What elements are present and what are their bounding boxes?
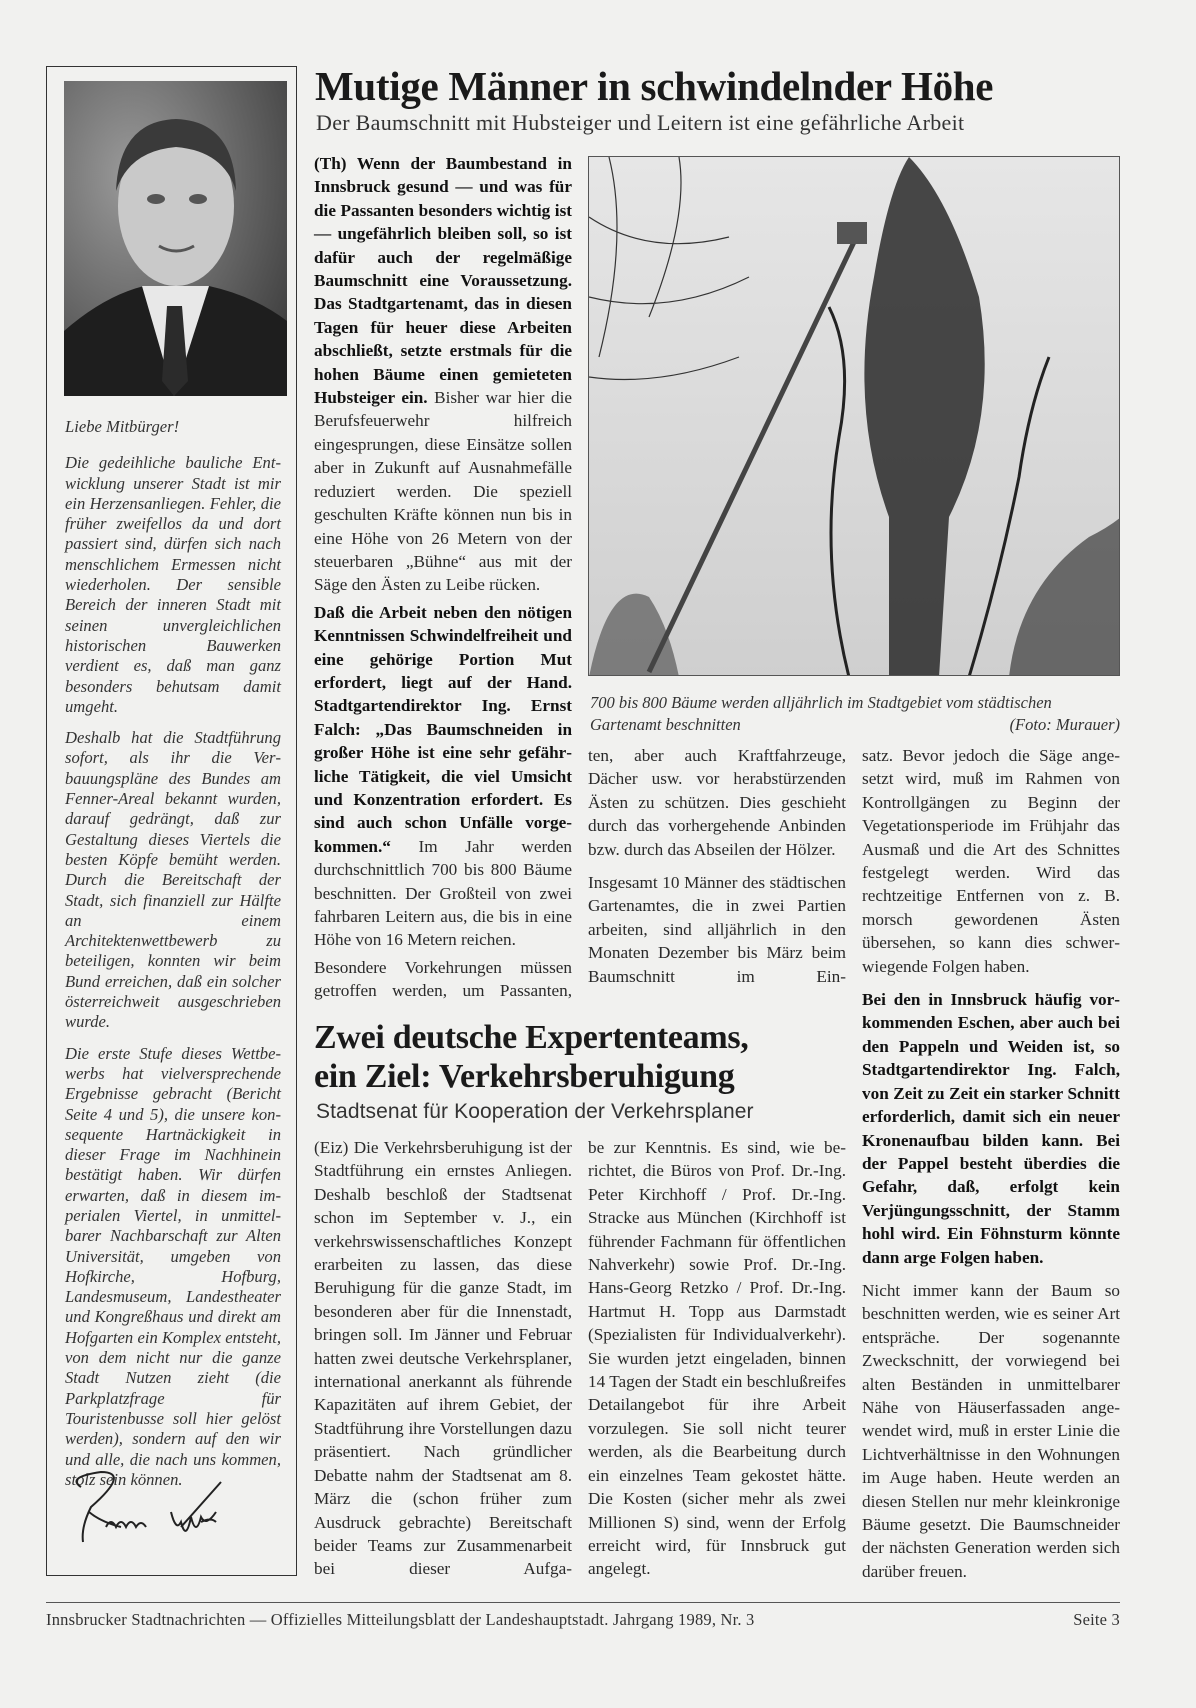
page-footer	[46, 1610, 1120, 1630]
article2-column-1	[314, 1136, 572, 1585]
article2-headline	[314, 1018, 748, 1096]
article-column-3	[862, 744, 1120, 1587]
lead-paragraph	[314, 152, 572, 597]
bold-paragraph: Bei den in Innsbruck häufig vorkommenden Eschen, aber auch bei den Pappeln und Weiden ist, so Stadtgartendirektor Ing. Falch, von Zeit zu Zeit ein starker Schnitt erforderlich, damit sich ein neuer Kronenaufbau bilden kann. Bei der Pappel besteht überdies die Gefahr, daß, erfolgt kein Verjüngungsschnitt, der Stamm hohl wird. Ein Föhnsturm könnte dann arge Folgen haben.	[862, 990, 1120, 1267]
article2-subheadline: Stadtsenat für Kooperation der Verkehrsplaner	[316, 1100, 754, 1123]
article-column-1	[314, 152, 572, 1007]
paragraph: Nicht immer kann der Baum so beschnitten werden, wie es seiner Art entspräche. Der sogenannte Zweckschnitt, der vorwiegend bei alten Beständen in unmittelbarer Nähe von Häuserfassaden angewendet wird, muß in erster Linie die Lichtverhältnisse in den Wohnungen im Auge haben. Heute werden an diesen Stellen nur mehr kleinkronige Bäume gesetzt. Die Baumschneider der nächsten Generation werden sich darüber freuen.	[862, 1280, 1120, 1581]
footer-rule	[46, 1602, 1120, 1603]
article-headline: Mutige Männer in schwindelnder Höhe	[315, 63, 994, 109]
paragraph: (Eiz) Die Verkehrsberuhigung ist der Stadtführung ein ernstes Anliegen. Deshalb beschloß der Stadtsenat schon im September v. J., ein verkehrswissenschaftliches Konzept erarbeiten zu lassen, das diese Beruhigung für die ganze Stadt, im besonderen aber für die Innenstadt, bringen soll. Im Jänner und Februar hatten zwei deutsche Verkehrsplaner, international anerkannt als führende Kapazitäten auf ihrem Gebiet, der Stadtführung ihre Vorstellungen dazu präsentiert. Nach gründlicher Debatte nahm der Stadtsenat am 8. März die (schon früher zum Ausdruck gebrachte) Bereitschaft beider Teams zur Zusammenarbeit bei dieser Aufga-	[314, 1138, 572, 1579]
article-column-2	[588, 744, 846, 992]
lead-bold: (Th) Wenn der Baumbestand in Innsbruck gesund — und was für die Passanten besonders wichtig ist — ungefährlich bleiben soll, so ist dafür auch der regelmäßige Baumschnitt eine Voraussetzung. Das Stadtgartenamt, das in diesen Tagen für heuer diese Arbeiten abschließt, setzte erstmals für die hohen Bäume einen gemieteten Hubsteiger ein.	[314, 154, 572, 408]
editorial-letter	[65, 417, 281, 1501]
salutation: Liebe Mitbürger!	[65, 417, 180, 436]
paragraph: Insgesamt 10 Männer des städtischen Gartenamtes, die in zwei Partien arbeiten, sind alljährlich in den Monaten Dezember bis März beim Baumschnitt im Ein-	[588, 873, 846, 986]
article-subheadline: Der Baumschnitt mit Hubsteiger und Leitern ist eine gefährliche Arbeit	[316, 110, 965, 135]
caption-text: 700 bis 800 Bäume werden alljährlich im Stadtgebiet vom städtischen Gartenamt beschnitten	[590, 693, 1052, 734]
letter-paragraph: Die gedeihliche bauliche Entwicklung unserer Stadt ist mir ein Herzensanliegen. Fehler, die früher zweifellos da und dort passiert sind, dürfen sich nach menschlichem Ermessen nicht wiederholen. Der sensible Bereich der inneren Stadt mit seinen unvergleichlichen historischen Bauwerken verdient es, daß man ganz besonders behutsam damit umgeht.	[65, 453, 281, 716]
photo-caption	[590, 692, 1120, 736]
page-number: Seite 3	[1073, 1610, 1120, 1629]
tree-cutting-photo	[588, 156, 1120, 676]
paragraph-passanten: Besondere Vorkehrungen müssen getroffen werden, um Passanten,	[314, 957, 572, 1001]
quote-paragraph	[314, 601, 572, 952]
headline-line: Zwei deutsche Expertenteams,	[314, 1019, 749, 1056]
photo-credit: (Foto: Murauer)	[1009, 715, 1120, 734]
paragraph: ten, aber auch Kraftfahrzeuge, Dächer usw. vor herabstürzenden Ästen zu schützen. Dies geschieht durch das vorhergehende Anbinden bzw. durch das Abseilen der Hölzer.	[588, 746, 846, 859]
signature	[61, 1467, 261, 1547]
paragraph: satz. Bevor jedoch die Säge angesetzt wird, muß im Rahmen von Kontrollgängen zu Beginn der Vegetationsperiode im Frühjahr das Ausmaß und die Art des Schnittes festgelegt werden. Wird das rechtzeitige Entfernen von z. B. morsch gewordenen Ästen übersehen, so kann dies schwerwiegende Folgen haben.	[862, 746, 1120, 976]
paragraph: be zur Kenntnis. Es sind, wie berichtet, die Büros von Prof. Dr.-Ing. Peter Kirchhoff / Prof. Dr.-Ing. Stracke aus München (Kirchhoff ist führender Fachmann für öffentlichen Nahverkehr) sowie Prof. Dr.-Ing. Hans-Georg Retzko / Prof. Dr.-Ing. Hartmut H. Topp aus Darmstadt (Spezialisten für Individualverkehr). Sie wurden jetzt eingeladen, binnen 14 Tagen der Stadt ein beschlußreifes Detailangebot für ihre Arbeit vorzulegen. Sie soll nicht teurer werden, als die Bearbeitung durch ein einzelnes Team gekostet hätte. Die Kosten (sicher mehr als zwei Millionen S) sind, wenn der Erfolg erreicht wird, für Innsbruck gut angelegt.	[588, 1138, 846, 1579]
quote-text: Im Jahr werden durchschnittlich 700 bis 800 Bäume beschnitten. Der Großteil von zwei fahrbaren Leitern aus, die bis in eine Höhe von 16 Metern reichen.	[314, 836, 572, 950]
mayor-portrait	[64, 81, 287, 396]
article2-column-2	[588, 1136, 846, 1585]
lead-text: Bisher war hier die Berufsfeuerwehr hilfreich eingesprungen, diese Einsätze sollen aber in Zukunft auf Ausnahmefälle reduziert werden. Die speziell geschulten Kräfte können nun bis in eine Höhe von 26 Metern von der steuerbaren „Bühne“ aus mit der Säge den Ästen zu Leibe rücken.	[314, 388, 572, 595]
editorial-box	[46, 66, 297, 1576]
letter-paragraph: Die erste Stufe dieses Wettbewerbs hat vielversprechende Ergebnisse gebracht (Bericht Seite 4 und 5), die unsere konsequente Hartnäckigkeit in dieser Frage im Nachhinein bestätigt haben. Wir dürfen erwarten, daß in diesem imperialen Viertel, in unmittelbarer Nachbarschaft zur Alten Universität, umgeben von Hofkirche, Hofburg, Landesmuseum, Landestheater und Kongreßhaus und direkt am Hofgarten ein Komplex entsteht, von dem nicht nur die ganze Stadt Nutzen zieht (die Parkplatzfrage für Touristenbusse soll hier gelöst werden), sondern auf den wir und alle, die nach uns kommen, stolz sein können.	[65, 1043, 281, 1489]
publication-info: Innsbrucker Stadtnachrichten — Offizielles Mitteilungsblatt der Landeshauptstadt. Jahrgang 1989, Nr. 3	[46, 1610, 755, 1629]
headline-line: ein Ziel: Verkehrsberuhigung	[314, 1058, 735, 1095]
letter-paragraph: Deshalb hat die Stadtführung sofort, als ihr die Verbauungspläne des Bundes am Fenner-Areal bekannt wurden, darauf gedrängt, daß zur Gestaltung dieses Viertels die besten Köpfe bemüht werden. Durch die Bereitschaft der Stadt, sich finanziell zur Hälfte an einem Architektenwettbewerb zu beteiligen, konnten wir beim Bund erreichen, daß ein solcher österreichweit ausgeschrieben wurde.	[65, 728, 281, 1032]
quote-bold: Daß die Arbeit neben den nötigen Kenntnissen Schwindelfreiheit und eine gehörige Portion Mut erfordert, liegt auf der Hand. Stadtgartendirektor Ing. Ernst Falch: „Das Baumschneiden in großer Höhe ist eine sehr gefährliche Tätigkeit, die viel Umsicht und Konzentration erfordert. Es sind auch schon Unfälle vorgekommen.“	[314, 602, 572, 856]
